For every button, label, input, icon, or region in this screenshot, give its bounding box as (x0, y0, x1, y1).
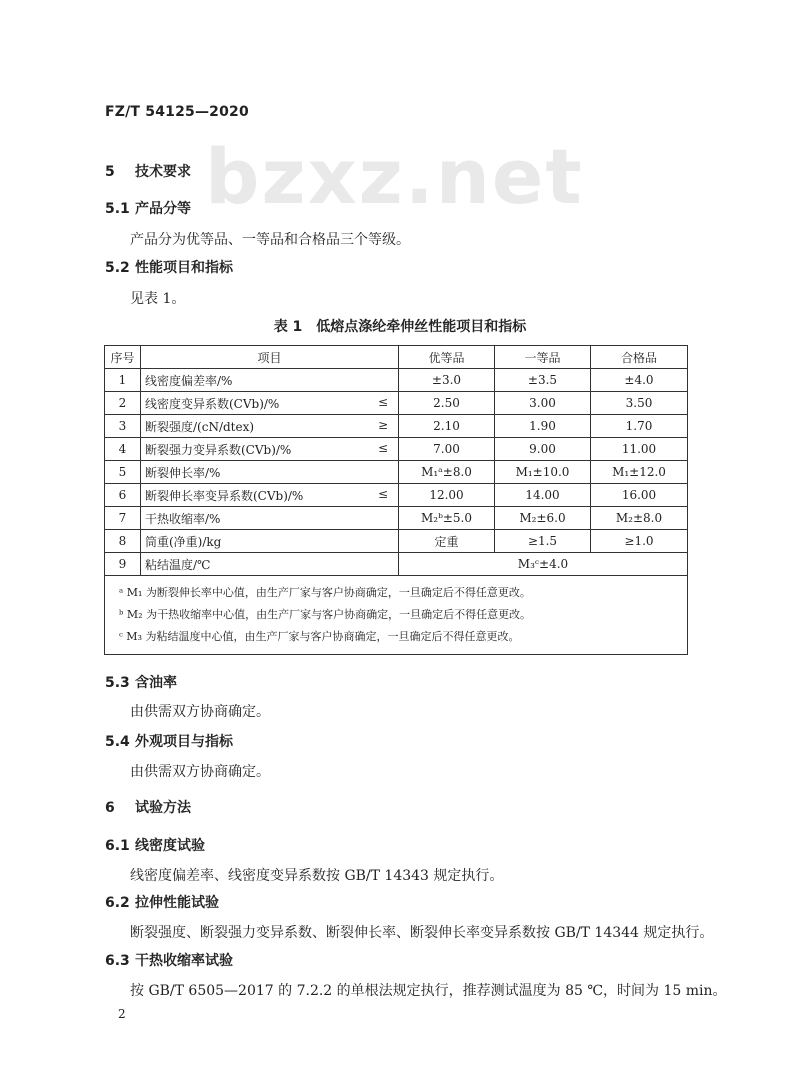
row-item (141, 415, 399, 438)
value-qualified: 3.50 (591, 392, 688, 415)
table-notes (105, 576, 688, 655)
section-title: 线密度试验 (135, 838, 205, 854)
row-item (141, 369, 399, 392)
value-qualified: 11.00 (591, 438, 688, 461)
watermark: bzxz.net (205, 132, 584, 221)
section-number: 6.2 (105, 895, 130, 911)
section-6-2-heading (105, 892, 219, 912)
section-5-2-heading (105, 257, 233, 277)
section-title: 干热收缩率试验 (135, 953, 233, 969)
row-no: 3 (105, 415, 141, 438)
row-item: 粘结温度/℃ (141, 553, 399, 576)
value-qualified: M₁±12.0 (591, 461, 688, 484)
item-label: 线密度变异系数(CVb)/% (145, 396, 280, 411)
table-row (105, 392, 688, 415)
table-row (105, 415, 688, 438)
row-no: 7 (105, 507, 141, 530)
table-caption: 表 1 低熔点涤纶牵伸丝性能项目和指标 (273, 319, 527, 335)
header-item: 项目 (141, 346, 399, 369)
value-qualified: ≥1.0 (591, 530, 688, 553)
table-row (105, 438, 688, 461)
item-label: 断裂伸长率变异系数(CVb)/% (145, 488, 304, 503)
section-number: 5.1 (105, 201, 130, 217)
section-title: 拉伸性能试验 (135, 895, 219, 911)
notes-cell (105, 576, 688, 655)
row-no: 4 (105, 438, 141, 461)
value-superior: 定重 (399, 530, 495, 553)
value-first-grade: 1.90 (495, 415, 591, 438)
section-title: 试验方法 (135, 800, 191, 816)
standard-code: FZ/T 54125—2020 (105, 104, 249, 120)
value-first-grade: ±3.5 (495, 369, 591, 392)
table-row (105, 369, 688, 392)
value-first-grade: 3.00 (495, 392, 591, 415)
value-all-grades: M₃ᶜ±4.0 (399, 553, 688, 576)
table-row (105, 553, 688, 576)
row-item (141, 461, 399, 484)
note-b: ᵇ M₂ 为干热收缩率中心值，由生产厂家与客户协商确定，一旦确定后不得任意更改。 (119, 608, 532, 621)
section-number: 5.4 (105, 734, 130, 750)
page-number: 2 (118, 1007, 126, 1021)
comparison-symbol: ≤ (377, 440, 388, 455)
row-item (141, 484, 399, 507)
value-superior: M₂ᵇ±5.0 (399, 507, 495, 530)
value-qualified: 1.70 (591, 415, 688, 438)
row-item (141, 438, 399, 461)
table-row (105, 507, 688, 530)
value-first-grade: M₁±10.0 (495, 461, 591, 484)
item-label: 断裂强度/(cN/dtex) (145, 419, 255, 434)
row-no: 2 (105, 392, 141, 415)
row-item (141, 530, 399, 553)
row-no: 9 (105, 553, 141, 576)
table-row (105, 484, 688, 507)
section-5-4-heading (105, 731, 233, 751)
section-5-4-text: 由供需双方协商确定。 (130, 764, 270, 780)
row-item (141, 507, 399, 530)
value-superior: 7.00 (399, 438, 495, 461)
value-superior: M₁ᵃ±8.0 (399, 461, 495, 484)
note-c: ᶜ M₃ 为粘结温度中心值，由生产厂家与客户协商确定，一旦确定后不得任意更改。 (119, 630, 520, 643)
section-6-heading (105, 797, 191, 817)
section-title: 含油率 (135, 675, 177, 691)
value-first-grade: 14.00 (495, 484, 591, 507)
section-number: 5 (105, 164, 115, 180)
table-row (105, 461, 688, 484)
table-row (105, 530, 688, 553)
comparison-symbol: ≤ (377, 394, 388, 409)
comparison-symbol: ≤ (377, 486, 388, 501)
value-first-grade: 9.00 (495, 438, 591, 461)
value-qualified: 16.00 (591, 484, 688, 507)
section-6-3-text: 按 GB/T 6505—2017 的 7.2.2 的单根法规定执行，推荐测试温度为 85 ℃，时间为 15 min。 (130, 983, 727, 999)
section-5-heading (105, 161, 191, 181)
section-number: 6.1 (105, 838, 130, 854)
row-no: 6 (105, 484, 141, 507)
section-6-3-heading (105, 950, 233, 970)
item-label: 线密度偏差率/% (145, 373, 233, 388)
item-label: 筒重(净重)/kg (145, 534, 222, 549)
section-number: 5.3 (105, 675, 130, 691)
row-item (141, 392, 399, 415)
section-title: 外观项目与指标 (135, 734, 233, 750)
section-5-3-heading (105, 672, 177, 692)
section-5-2-text: 见表 1。 (130, 291, 186, 307)
section-title: 技术要求 (135, 164, 191, 180)
value-first-grade: M₂±6.0 (495, 507, 591, 530)
header-first-grade: 一等品 (495, 346, 591, 369)
value-superior: 2.50 (399, 392, 495, 415)
table-header-row (105, 346, 688, 369)
section-5-1-heading (105, 198, 191, 218)
section-title: 性能项目和指标 (135, 260, 233, 276)
section-title: 产品分等 (135, 201, 191, 217)
section-number: 6 (105, 800, 115, 816)
section-6-1-text: 线密度偏差率、线密度变异系数按 GB/T 14343 规定执行。 (130, 868, 504, 884)
value-superior: ±3.0 (399, 369, 495, 392)
value-first-grade: ≥1.5 (495, 530, 591, 553)
section-6-1-heading (105, 835, 205, 855)
item-label: 干热收缩率/% (145, 511, 221, 526)
item-label: 断裂强力变异系数(CVb)/% (145, 442, 292, 457)
value-qualified: M₂±8.0 (591, 507, 688, 530)
value-superior: 12.00 (399, 484, 495, 507)
performance-table (104, 345, 688, 655)
section-5-3-text: 由供需双方协商确定。 (130, 704, 270, 720)
row-no: 5 (105, 461, 141, 484)
header-no: 序号 (105, 346, 141, 369)
note-a: ᵃ M₁ 为断裂伸长率中心值，由生产厂家与客户协商确定，一旦确定后不得任意更改。 (119, 586, 531, 599)
section-number: 6.3 (105, 953, 130, 969)
header-superior: 优等品 (399, 346, 495, 369)
row-no: 8 (105, 530, 141, 553)
item-label: 断裂伸长率/% (145, 465, 221, 480)
header-qualified: 合格品 (591, 346, 688, 369)
row-no: 1 (105, 369, 141, 392)
value-qualified: ±4.0 (591, 369, 688, 392)
comparison-symbol: ≥ (377, 417, 388, 432)
section-number: 5.2 (105, 260, 130, 276)
section-5-1-text: 产品分为优等品、一等品和合格品三个等级。 (130, 232, 410, 248)
section-6-2-text: 断裂强度、断裂强力变异系数、断裂伸长率、断裂伸长率变异系数按 GB/T 14344 规定执行。 (130, 925, 714, 941)
value-superior: 2.10 (399, 415, 495, 438)
